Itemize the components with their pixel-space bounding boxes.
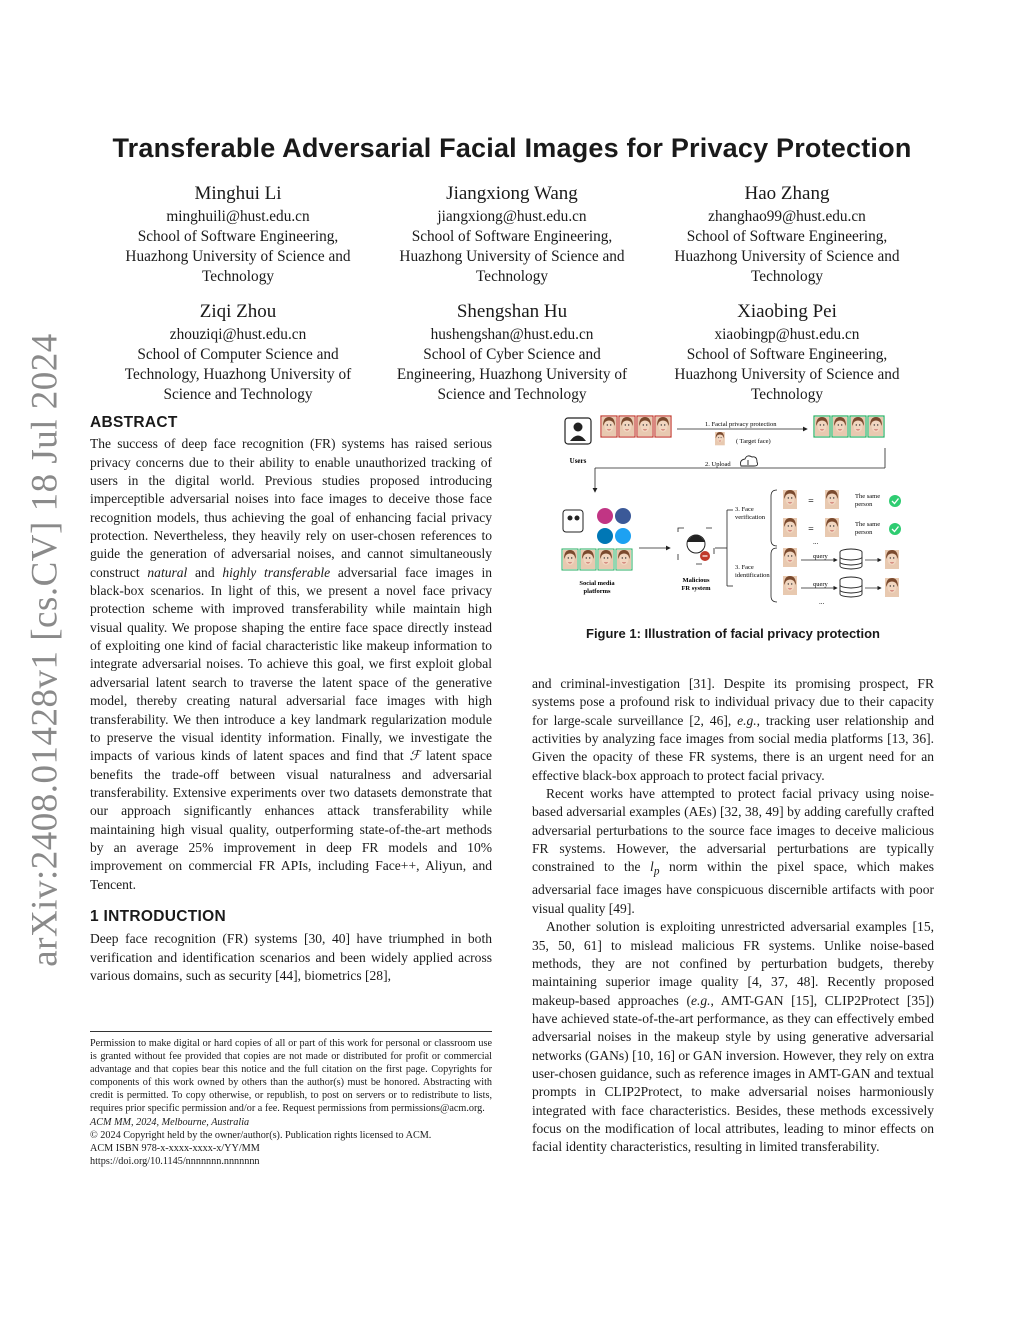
paper-title: Transferable Adversarial Facial Images for Privacy Protection <box>112 133 912 163</box>
check-icon <box>889 523 901 535</box>
isbn: ACM ISBN 978-x-xxxx-xxxx-x/YY/MM <box>90 1142 260 1154</box>
author-aff: School of Cyber Science and <box>423 346 601 363</box>
author-name: Jiangxiong Wang <box>446 183 578 204</box>
same-label-2: person <box>855 529 873 536</box>
verification-label-2: verification <box>735 514 765 521</box>
intro-heading: 1 INTRODUCTION <box>90 907 226 925</box>
cloud-upload-icon <box>741 456 758 466</box>
query-label: query <box>813 553 828 560</box>
author-email: jiangxiong@hust.edu.cn <box>437 208 587 225</box>
author-name: Shengshan Hu <box>456 301 568 322</box>
author-name: Xiaobing Pei <box>737 301 837 322</box>
identification-label-2: identification <box>735 572 770 579</box>
author-email: zhouziqi@hust.edu.cn <box>169 326 307 343</box>
footnote-rule <box>90 1031 492 1032</box>
instagram-icon <box>597 508 613 524</box>
same-label-1: The same <box>855 521 881 528</box>
figure-1 <box>555 410 935 610</box>
protected-faces <box>814 416 884 437</box>
target-label: ( Target face) <box>736 438 771 445</box>
equals-sign: = <box>808 524 814 535</box>
malicious-label-2: FR system <box>681 585 711 592</box>
step1-label: 1. Facial privacy protection <box>705 421 777 428</box>
author-aff: School of Software Engineering, <box>686 228 888 245</box>
author-name: Hao Zhang <box>744 183 830 204</box>
intro-para-2: Recent works have attempted to protect facial privacy using noise-based adversarial examples (AEs) [32, 38, 49] by adding carefully crafted adversarial perturbations to the source face images to deceive malicious FR systems. However, the adversarial perturbations are typically constrained to the $l_p$ norm within the pixel space, which makes adversarial face images have conspicuous discernible artifacts with poor visual quality [49]. <box>532 786 934 916</box>
intro-text: Deep face recognition (FR) systems [30, 40] have triumphed in both verification and identification scenarios and been widely applied across various domains, such as security [44], biometrics [28], <box>90 931 492 983</box>
author-name: Ziqi Zhou <box>199 301 277 322</box>
author-4 <box>103 300 373 405</box>
twitter-icon <box>615 528 631 544</box>
author-aff: Huazhong University of Science and <box>125 248 351 265</box>
intro-para-3: Another solution is exploiting unrestricted adversarial examples [15, 35, 50, 61] to mislead malicious FR systems. Unlike noise-based methods, they are not confined by perturbation budgets, thereby maintaining superior image quality [4, 37, 48]. Recently proposed makeup-based approaches (e.g., AMT-GAN [15], CLIP2Protect [35]) have achieved state-of-the-art performance, as they can effectively embed adversarial noises in the makeup style by using generative adversarial networks (GANs) [10, 16] or GAN inversion. However, they rely on extra user-chosen guidance, such as reference images in AMT-GAN and textual prompts in CLIP2Protect, to make adversarial noises harmoniously integrated with face characteristics. Besides, these methods excessively focus on the modification of local attributes, leading to minor effects on facial identity characteristics, resulting in limited transferability. <box>532 919 935 1155</box>
author-aff: Technology <box>476 268 548 285</box>
author-email: hushengshan@hust.edu.cn <box>430 326 594 343</box>
verification-label-1: 3. Face <box>735 506 754 513</box>
author-email: zhanghao99@hust.edu.cn <box>708 208 866 225</box>
author-email: minghuili@hust.edu.cn <box>166 208 310 225</box>
query-label: query <box>813 581 828 588</box>
malicious-label-1: Malicious <box>682 577 710 584</box>
author-aff: Huazhong University of Science and <box>674 248 900 265</box>
author-aff: Science and Technology <box>163 386 313 403</box>
author-name: Minghui Li <box>194 183 282 204</box>
figure-caption: Figure 1: Illustration of facial privacy protection <box>586 626 880 641</box>
author-aff: Technology <box>202 268 274 285</box>
facebook-icon <box>615 508 631 524</box>
author-aff: Technology <box>751 386 823 403</box>
step2-label: 2. Upload <box>705 461 731 468</box>
author-aff: School of Software Engineering, <box>411 228 613 245</box>
author-2 <box>377 182 647 287</box>
author-email: xiaobingp@hust.edu.cn <box>714 326 860 343</box>
equals-sign: = <box>808 496 814 507</box>
author-aff: School of Software Engineering, <box>137 228 339 245</box>
arxiv-id: arXiv:2408.01428v1 [cs.CV] 18 Jul 2024 <box>24 333 66 967</box>
author-aff: Technology <box>751 268 823 285</box>
database-icon <box>840 549 862 569</box>
author-1 <box>103 182 373 287</box>
social-media-group <box>562 508 632 570</box>
identification-label-1: 3. Face <box>735 564 754 571</box>
check-icon <box>889 495 901 507</box>
social-label-1: Social media <box>579 580 615 587</box>
same-label-1: The same <box>855 493 881 500</box>
users-label: Users <box>569 457 587 465</box>
same-label-2: person <box>855 501 873 508</box>
author-aff: Engineering, Huazhong University of <box>396 366 628 383</box>
venue: ACM MM, 2024, Melbourne, Australia <box>90 1116 250 1128</box>
author-3 <box>652 182 922 287</box>
intro-para-1: and criminal-investigation [31]. Despite its promising prospect, FR systems pose a profound risk to individual privacy due to their capacity for large-scale surveillance [2, 46], e.g., tracking user relationship and activities by analyzing face images from social media platforms [13, 36]. Given the opacity of these FR systems, there is an urgent need for an effective black-box approach to protect facial privacy. <box>532 676 934 783</box>
author-aff: Technology, Huazhong University of <box>124 366 352 383</box>
linkedin-icon <box>597 528 613 544</box>
abstract-heading: ABSTRACT <box>90 414 178 431</box>
source-faces <box>601 416 671 437</box>
author-aff: School of Computer Science and <box>137 346 339 363</box>
copyright: © 2024 Copyright held by the owner/author(s). Publication rights licensed to ACM. <box>90 1129 432 1141</box>
author-aff: Huazhong University of Science and <box>399 248 625 265</box>
left-column <box>90 414 492 985</box>
ellipsis: ... <box>819 598 825 606</box>
ellipsis: ... <box>813 538 819 546</box>
malicious-fr-icon <box>678 528 714 564</box>
doi: https://doi.org/10.1145/nnnnnnn.nnnnnnn <box>90 1155 260 1167</box>
author-aff: Science and Technology <box>437 386 587 403</box>
right-column <box>532 675 934 1157</box>
social-label-2: platforms <box>583 588 611 595</box>
author-aff: School of Software Engineering, <box>686 346 888 363</box>
footnote <box>90 1037 492 1168</box>
arxiv-sidebar <box>22 333 68 967</box>
author-5 <box>377 300 647 405</box>
author-aff: Huazhong University of Science and <box>674 366 900 383</box>
database-icon <box>840 577 862 597</box>
author-6 <box>652 300 922 405</box>
abstract-text: The success of deep face recognition (FR) systems has raised serious privacy concerns due to their ability to enable unauthorized tracking of users in the digital world. Previous studies proposed introducing imperceptible adversarial noises into face images to deceive those face recognition models, thus achieving the goal of enhancing facial privacy protection. Nevertheless, they heavily rely on user-chosen references to guide the generation of adversarial noises, and cannot simultaneously construct natural and highly transferable adversarial face images in black-box scenarios. In light of this, we present a novel face privacy protection scheme with improved transferability while maintain high visual quality. We propose shaping the entire face space directly instead of exploiting one kind of facial characteristic like makeup information to integrate adversarial noises. To achieve this goal, we first exploit global adversarial latent search to traverse the latent space of the generative model, thereby creating natural adversarial face images with high transferability. We then introduce a key landmark regularization module to preserve the visual identity information. Finally, we investigate the impacts of various kinds of latent spaces and find that ℱ latent space benefits the trade-off between visual naturalness and adversarial transferability. Extensive experiments over two datasets demonstrate that our approach significantly enhances attack transferability while maintaining high visual quality, outperforming state-of-the-art methods by an average 25% improvement in deep FR models and 10% improvement on commercial FR APIs, including Face++, Aliyun, and Tencent. <box>90 436 492 892</box>
permission-text: Permission to make digital or hard copies of all or part of this work for personal or classroom use is granted without fee provided that copies are not made or distributed for profit or commercial advantage and that copies bear this notice and the full citation on the first page. Copyrights for components of this work owned by others than the author(s) must be honored. Abstracting with credit is permitted. To copy otherwise, or republish, to post on servers or to redistribute to lists, requires prior specific permission and/or a fee. Request permissions from permissions@acm.org. <box>90 1038 492 1115</box>
